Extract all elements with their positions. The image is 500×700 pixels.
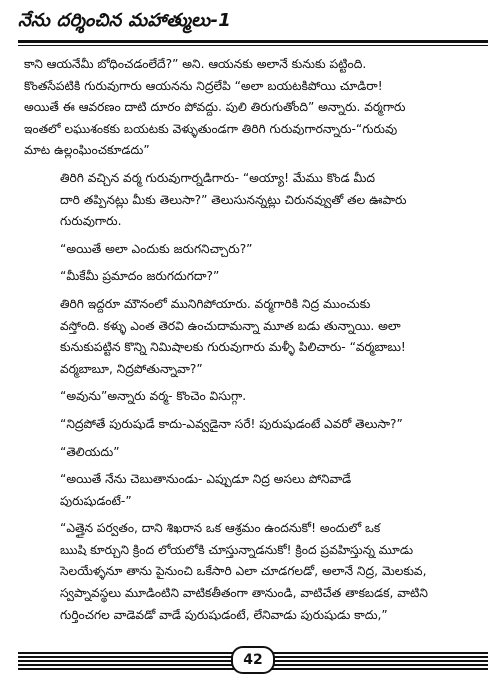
text-line: వర్మబాబూ, నిద్రపోతున్నావా?” bbox=[60, 361, 203, 376]
text-line: “మీకేమీ ప్రమాదం జరుగదుగదా?” bbox=[60, 269, 220, 284]
text-line: “అయితే అలా ఎందుకు జరుగనిచ్చారు?” bbox=[60, 241, 253, 256]
paragraph bbox=[24, 294, 484, 380]
page-footer bbox=[18, 646, 488, 686]
text-line: ఋషి కూర్చుని క్రింద లోయలోకి చూస్తున్నాడనుకో! క్రింద ప్రవహిస్తున్న మూడు bbox=[60, 542, 414, 557]
body-text bbox=[24, 54, 484, 632]
running-header bbox=[18, 6, 488, 50]
text-line: వస్తోంది. కళ్ళు ఎంత తెరవి ఉంచుదామన్నా మూత బడు తున్నాయి. అలా bbox=[60, 318, 401, 333]
text-line: “ఎత్తైన పర్వతం, దాని శిఖరాన ఒక ఆశ్రమం ఉందనుకో! అందులో ఒక bbox=[60, 521, 381, 536]
text-line: పురుషుడంటే-” bbox=[60, 493, 132, 508]
text-line: కొంతసేపటికి గురువుగారు ఆయనను నిద్రలేపి “అలా బయటకిపోయి చూడిరా! bbox=[24, 78, 383, 93]
text-line: గుర్తించగల వాడెవడో వాడే పురుషుడంటే, లేనివాడు పురుషుడు కాదు,” bbox=[60, 607, 388, 622]
text-line: గురువుగారు. bbox=[60, 214, 122, 229]
paragraph bbox=[24, 266, 484, 288]
text-line: ఇంతలో లఘుశంకకు బయటకు వెళ్ళుతుండగా తిరిగి గురువుగారన్నారు-“గురువు bbox=[24, 121, 398, 136]
text-line: దారి తప్పినట్లు మీకు తెలుసా?” తెలుసునన్నట్లు చిరునవ్వుతో తల ఊపారు bbox=[60, 192, 407, 207]
running-header-title: నేను దర్శించిన మహాత్ములు-1 bbox=[18, 10, 232, 31]
page-number: 42 bbox=[231, 646, 275, 674]
text-line: “అవును”అన్నారు వర్మ- కొంచెం విసుగ్గా. bbox=[60, 389, 247, 404]
text-line: అయితే ఈ ఆవరణం దాటి దూరం పోవద్దు. పులి తిరుగుతోంది” అన్నారు. వర్మగారు bbox=[24, 100, 406, 115]
paragraph bbox=[24, 518, 484, 626]
paragraph bbox=[24, 469, 484, 512]
paragraph bbox=[24, 54, 484, 162]
paragraph bbox=[24, 239, 484, 261]
header-rule-thin bbox=[18, 45, 488, 46]
text-line: “అయితే నేను చెబుతానుండు- ఎప్పుడూ నిద్ర అసలు పోనివాడే bbox=[60, 472, 352, 487]
text-line: స్వప్నావస్థలు మూడింటిని వాటికతీతంగా తానుండి, వాటిచేత తాకబడక, వాటిని bbox=[60, 586, 428, 601]
text-line: సెలయేళ్ళనూ తాను పైనుంచి ఒకేసారి ఎలా చూడగలడో, అలానే నిద్ర, మెలకువ, bbox=[60, 564, 427, 579]
text-line: “నిద్రపోతే పురుషుడే కాదు-ఎవ్వడైనా సరే! పురుషుడంటే ఎవరో తెలుసా?” bbox=[60, 416, 403, 431]
text-line: “తెలియదు” bbox=[60, 444, 120, 459]
text-line: మాట ఉల్లంఘించకూడదు” bbox=[24, 143, 150, 158]
header-rule bbox=[18, 40, 488, 43]
paragraph bbox=[24, 168, 484, 233]
paragraph bbox=[24, 386, 484, 408]
text-line: తిరిగి వచ్చిన వర్మ గురువుగార్నడిగారు- “అయ్యా! మేము కొండ మీద bbox=[60, 170, 375, 185]
text-line: కాని ఆయనేమీ బోధించడంలేదే?” అని. ఆయనకు అలానే కునుకు పట్టింది. bbox=[24, 57, 367, 71]
text-line: కునుకుపట్టిన కొన్ని నిమిషాలకు గురువుగారు మళ్ళీ పిలిచారు- “వర్మబాబు! bbox=[60, 340, 406, 355]
text-line: తిరిగి ఇద్దరూ మౌనంలో మునిగిపోయారు. వర్మగారికి నిద్ర ముంచుకు bbox=[60, 296, 371, 311]
paragraph bbox=[24, 442, 484, 464]
paragraph bbox=[24, 414, 484, 436]
